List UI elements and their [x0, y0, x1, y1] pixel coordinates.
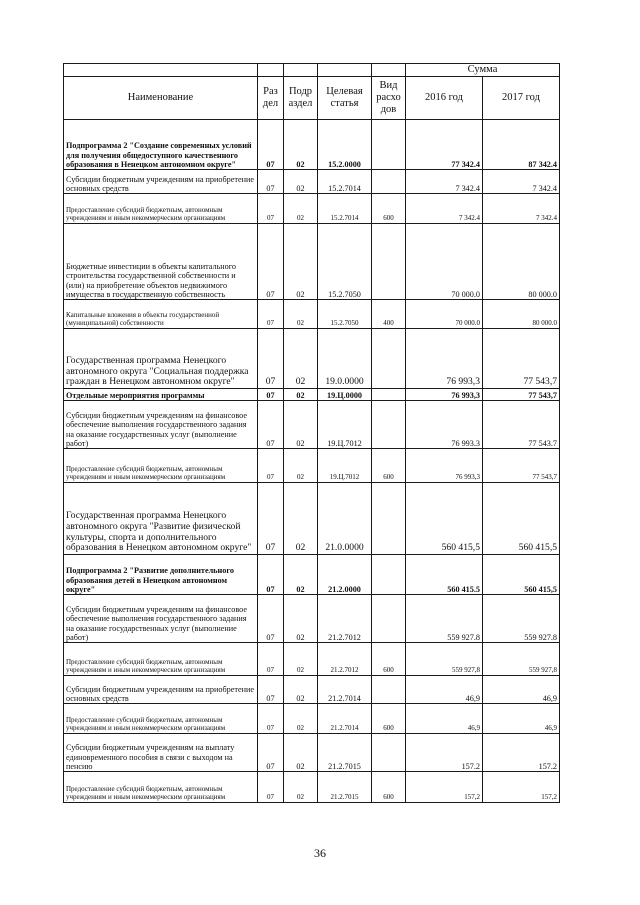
cell-target: 21.2.7015	[318, 772, 372, 803]
cell-vid	[372, 676, 406, 704]
table-row	[64, 676, 560, 704]
table-row	[64, 300, 560, 329]
cell-razdel: 07	[258, 595, 284, 643]
cell-2017: 87 342.4	[483, 120, 560, 170]
page-number: 36	[314, 846, 326, 860]
cell-2016: 7 342.4	[406, 194, 483, 224]
cell-target: 21.2.7015	[318, 734, 372, 772]
cell-2017: 559 927.8	[483, 595, 560, 643]
cell-razdel: 07	[258, 329, 284, 389]
cell-vid: 600	[372, 643, 406, 676]
cell-2017: 157,2	[483, 772, 560, 803]
cell-2017: 77 543,7	[483, 389, 560, 401]
table-row	[64, 329, 560, 389]
cell-name: Субсидии бюджетным учреждениям на приобретение основных средств	[64, 170, 258, 194]
cell-2016: 560 415,5	[406, 483, 483, 555]
cell-podrazdel: 02	[284, 224, 318, 300]
cell-vid	[372, 170, 406, 194]
cell-name: Предоставление субсидий бюджетным, автономным учреждениям и иным некоммерческим организациям	[64, 772, 258, 803]
cell-2017: 7 342.4	[483, 194, 560, 224]
cell-podrazdel: 02	[284, 483, 318, 555]
cell-2016: 157,2	[406, 772, 483, 803]
header-year-2016: 2016 год	[406, 77, 483, 120]
table-row	[64, 194, 560, 224]
cell-2017: 560 415,5	[483, 555, 560, 595]
cell-razdel: 07	[258, 676, 284, 704]
table-row	[64, 643, 560, 676]
cell-podrazdel: 02	[284, 704, 318, 734]
cell-name: Предоставление субсидий бюджетным, автономным учреждениям и иным некоммерческим организациям	[64, 449, 258, 483]
table-row	[64, 170, 560, 194]
cell-name: Подпрограмма 2 "Создание современных условий для получения общедоступного качественного образования в Ненецком автономном округе"	[64, 120, 258, 170]
cell-target: 15.2.7014	[318, 170, 372, 194]
cell-name: Государственная программа Ненецкого автономного округа "Развитие физической культуры, спорта и дополнительного образования в Ненецком автономном округе"	[64, 483, 258, 555]
cell-razdel: 07	[258, 401, 284, 449]
cell-razdel: 07	[258, 704, 284, 734]
cell-vid: 600	[372, 449, 406, 483]
cell-target: 15.2.7014	[318, 194, 372, 224]
cell-razdel: 07	[258, 772, 284, 803]
cell-podrazdel: 02	[284, 676, 318, 704]
header-razdel: Раз дел	[258, 77, 284, 120]
cell-vid: 400	[372, 300, 406, 329]
cell-razdel: 07	[258, 734, 284, 772]
cell-target: 21.2.7012	[318, 595, 372, 643]
cell-vid	[372, 389, 406, 401]
table-header	[64, 64, 560, 120]
cell-name: Предоставление субсидий бюджетным, автономным учреждениям и иным некоммерческим организациям	[64, 194, 258, 224]
cell-target: 21.2.7012	[318, 643, 372, 676]
cell-vid	[372, 224, 406, 300]
header-sum: Сумма	[406, 64, 560, 77]
cell-2017: 7 342.4	[483, 170, 560, 194]
cell-podrazdel: 02	[284, 401, 318, 449]
cell-2017: 157.2	[483, 734, 560, 772]
table-body	[64, 120, 560, 803]
cell-razdel: 07	[258, 170, 284, 194]
cell-name: Бюджетные инвестиции в объекты капитального строительства государственной собственности и (или) на приобретение объектов недвижимого имущества в государственную собственность	[64, 224, 258, 300]
cell-name: Отдельные мероприятия программы	[64, 389, 258, 401]
cell-2016: 46,9	[406, 676, 483, 704]
cell-target: 21.2.0000	[318, 555, 372, 595]
cell-target: 15.2.7050	[318, 300, 372, 329]
cell-target: 21.0.0000	[318, 483, 372, 555]
cell-razdel: 07	[258, 194, 284, 224]
cell-razdel: 07	[258, 449, 284, 483]
cell-2017: 80 000.0	[483, 300, 560, 329]
table-row	[64, 772, 560, 803]
cell-target: 21.2.7014	[318, 676, 372, 704]
cell-name: Субсидии бюджетным учреждениям на финансовое обеспечение выполнения государственного задания на оказание государственных услуг (выполнение работ)	[64, 401, 258, 449]
cell-target: 21.2.7014	[318, 704, 372, 734]
cell-vid	[372, 401, 406, 449]
cell-2017: 77 543.7	[483, 401, 560, 449]
cell-target: 15.2.7050	[318, 224, 372, 300]
cell-2016: 46,9	[406, 704, 483, 734]
cell-razdel: 07	[258, 643, 284, 676]
budget-table	[63, 63, 560, 803]
cell-podrazdel: 02	[284, 643, 318, 676]
header-podrazdel: Подр аздел	[284, 77, 318, 120]
cell-2016: 76 993.3	[406, 401, 483, 449]
cell-vid	[372, 555, 406, 595]
table-row	[64, 704, 560, 734]
cell-2016: 559 927.8	[406, 595, 483, 643]
cell-razdel: 07	[258, 224, 284, 300]
table-row	[64, 389, 560, 401]
cell-podrazdel: 02	[284, 555, 318, 595]
cell-razdel: 07	[258, 300, 284, 329]
cell-name: Субсидии бюджетным учреждениям на выплату единовременного пособия в связи с выходом на пенсию	[64, 734, 258, 772]
cell-2016: 77 342.4	[406, 120, 483, 170]
table-row	[64, 401, 560, 449]
cell-podrazdel: 02	[284, 329, 318, 389]
cell-target: 19.0.0000	[318, 329, 372, 389]
cell-podrazdel: 02	[284, 389, 318, 401]
cell-podrazdel: 02	[284, 595, 318, 643]
header-name: Наименование	[64, 77, 258, 120]
cell-2016: 559 927,8	[406, 643, 483, 676]
header-target: Целевая статья	[318, 77, 372, 120]
cell-name: Государственная программа Ненецкого автономного округа "Социальная поддержка граждан в Ненецком автономном округе"	[64, 329, 258, 389]
cell-razdel: 07	[258, 389, 284, 401]
cell-vid	[372, 595, 406, 643]
cell-2016: 560 415.5	[406, 555, 483, 595]
cell-2017: 77 543,7	[483, 449, 560, 483]
cell-podrazdel: 02	[284, 734, 318, 772]
cell-target: 19.Ц.0000	[318, 389, 372, 401]
cell-vid: 600	[372, 704, 406, 734]
cell-name: Предоставление субсидий бюджетным, автономным учреждениям и иным некоммерческим организациям	[64, 704, 258, 734]
cell-2016: 157.2	[406, 734, 483, 772]
cell-2016: 76 993,3	[406, 329, 483, 389]
table-row	[64, 734, 560, 772]
table-row	[64, 449, 560, 483]
cell-2016: 7 342.4	[406, 170, 483, 194]
cell-2016: 70 000.0	[406, 224, 483, 300]
cell-2017: 560 415,5	[483, 483, 560, 555]
cell-vid: 600	[372, 772, 406, 803]
cell-vid: 600	[372, 194, 406, 224]
cell-podrazdel: 02	[284, 120, 318, 170]
cell-razdel: 07	[258, 555, 284, 595]
cell-vid	[372, 734, 406, 772]
cell-2017: 77 543,7	[483, 329, 560, 389]
cell-target: 19.Ц.7012	[318, 449, 372, 483]
cell-podrazdel: 02	[284, 300, 318, 329]
cell-podrazdel: 02	[284, 194, 318, 224]
cell-razdel: 07	[258, 483, 284, 555]
cell-2017: 80 000.0	[483, 224, 560, 300]
cell-name: Капитальные вложения в объекты государственной (муниципальной) собственности	[64, 300, 258, 329]
cell-vid	[372, 120, 406, 170]
cell-2016: 76 993,3	[406, 449, 483, 483]
cell-name: Субсидии бюджетным учреждениям на приобретение основных средств	[64, 676, 258, 704]
header-vid: Вид расхо дов	[372, 77, 406, 120]
cell-2017: 46,9	[483, 676, 560, 704]
cell-2017: 559 927,8	[483, 643, 560, 676]
cell-name: Субсидии бюджетным учреждениям на финансовое обеспечение выполнения государственного задания на оказание государственных услуг (выполнение работ)	[64, 595, 258, 643]
table-row	[64, 483, 560, 555]
cell-podrazdel: 02	[284, 772, 318, 803]
cell-name: Подпрограмма 2 "Развитие дополнительного образования детей в Ненецком автономном округе"	[64, 555, 258, 595]
cell-target: 15.2.0000	[318, 120, 372, 170]
table-row	[64, 224, 560, 300]
cell-podrazdel: 02	[284, 170, 318, 194]
cell-razdel: 07	[258, 120, 284, 170]
cell-target: 19.Ц.7012	[318, 401, 372, 449]
header-year-2017: 2017 год	[483, 77, 560, 120]
cell-2016: 76 993,3	[406, 389, 483, 401]
table-row	[64, 595, 560, 643]
cell-podrazdel: 02	[284, 449, 318, 483]
table-row	[64, 555, 560, 595]
cell-2017: 46,9	[483, 704, 560, 734]
table-row	[64, 120, 560, 170]
cell-2016: 70 000.0	[406, 300, 483, 329]
cell-vid	[372, 483, 406, 555]
cell-vid	[372, 329, 406, 389]
cell-name: Предоставление субсидий бюджетным, автономным учреждениям и иным некоммерческим организациям	[64, 643, 258, 676]
